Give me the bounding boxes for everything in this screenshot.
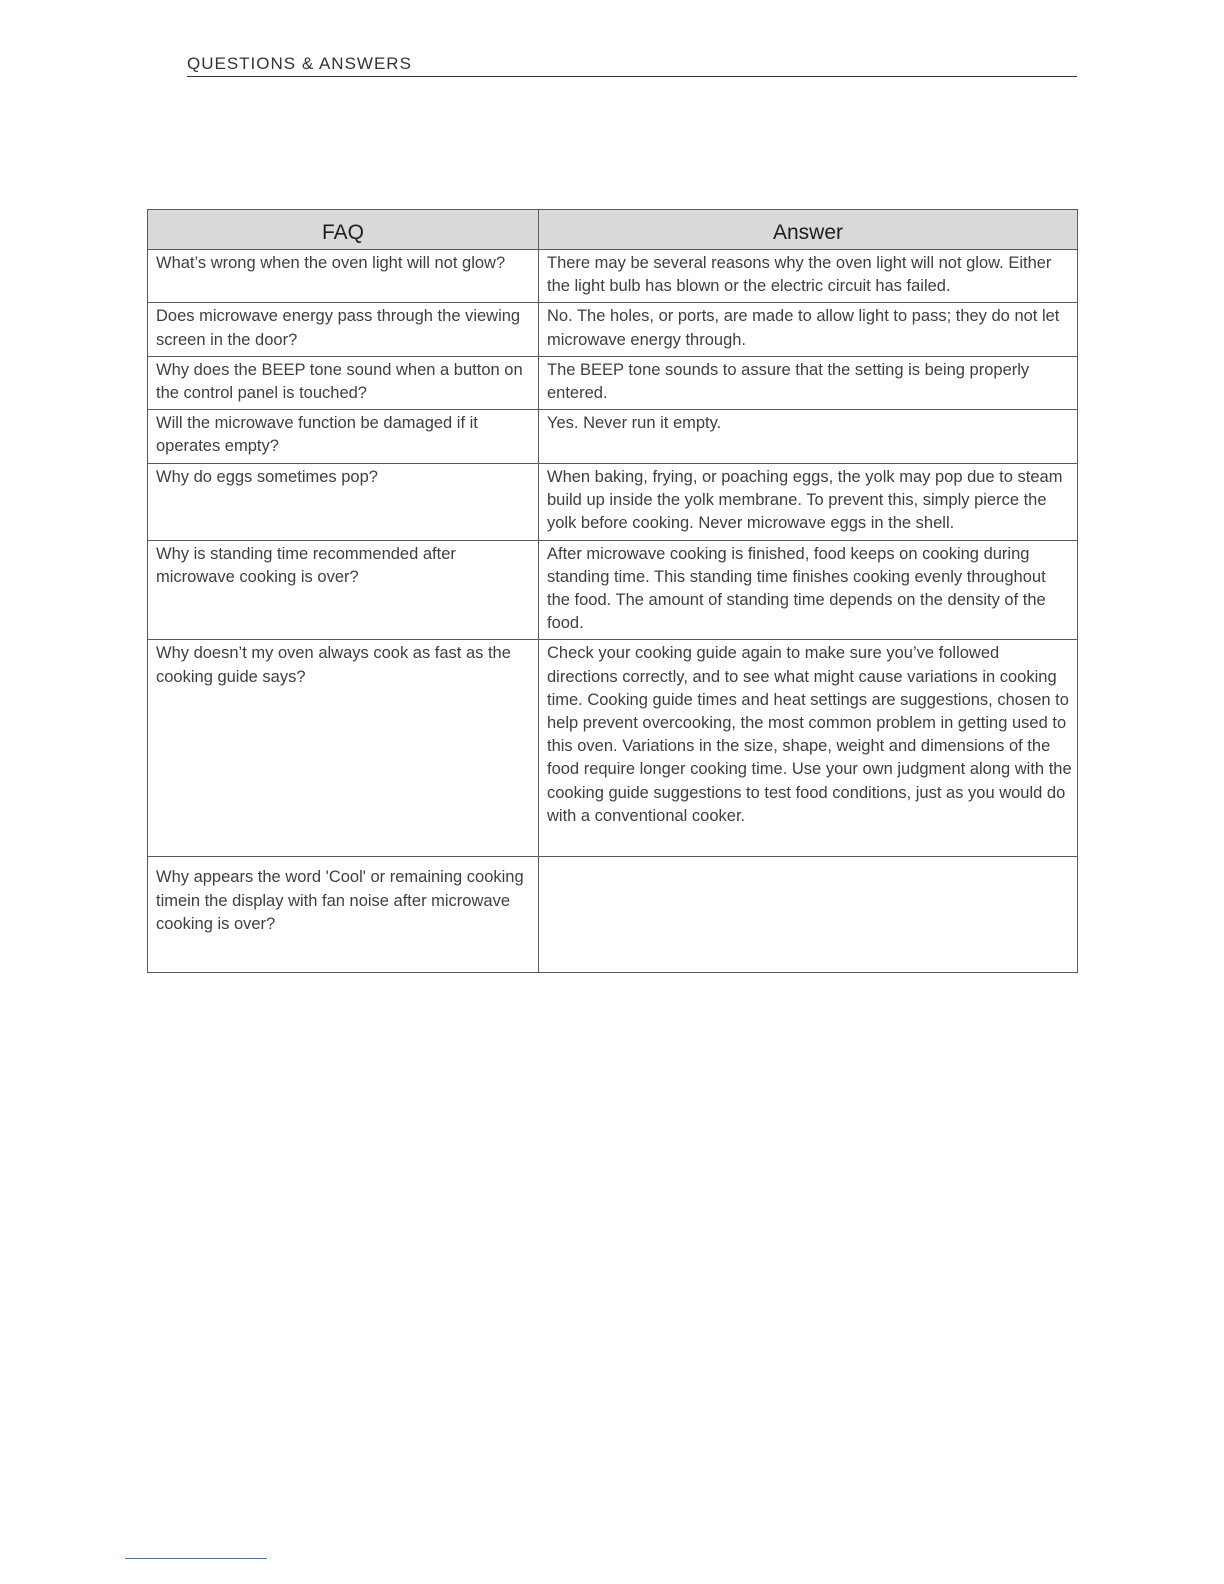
question-cell: Why do eggs sometimes pop?	[148, 463, 539, 540]
table-row	[148, 303, 1078, 356]
answer-cell: The BEEP tone sounds to assure that the setting is being properly entered.	[539, 356, 1078, 409]
answer-cell: When baking, frying, or poaching eggs, the yolk may pop due to steam build up inside the yolk membrane. To prevent this, simply pierce the yolk before cooking. Never microwave eggs in the shell.	[539, 463, 1078, 540]
table-row	[148, 356, 1078, 409]
answer-cell: After microwave cooking is finished, food keeps on cooking during standing time. This standing time finishes cooking evenly throughout the food. The amount of standing time depends on the density of the food.	[539, 540, 1078, 640]
page-title: QUESTIONS & ANSWERS	[187, 54, 412, 73]
footer-rule	[125, 1558, 267, 1559]
faq-table	[147, 209, 1078, 973]
question-cell: Why appears the word 'Cool' or remaining cooking timein the display with fan noise after microwave cooking is over?	[148, 857, 539, 973]
faq-column-header: FAQ	[148, 210, 539, 250]
table-row	[148, 250, 1078, 303]
table-row	[148, 857, 1078, 973]
answer-cell: Yes. Never run it empty.	[539, 410, 1078, 463]
question-cell: What’s wrong when the oven light will not glow?	[148, 250, 539, 303]
answer-cell	[539, 857, 1078, 973]
answer-cell: There may be several reasons why the oven light will not glow. Either the light bulb has blown or the electric circuit has failed.	[539, 250, 1078, 303]
table-row	[148, 410, 1078, 463]
page-header	[187, 54, 1077, 77]
question-cell: Why is standing time recommended after microwave cooking is over?	[148, 540, 539, 640]
question-cell: Why does the BEEP tone sound when a button on the control panel is touched?	[148, 356, 539, 409]
table-row	[148, 463, 1078, 540]
table-header-row	[148, 210, 1078, 250]
answer-cell: Check your cooking guide again to make sure you’ve followed directions correctly, and to see what might cause variations in cooking time. Cooking guide times and heat settings are suggestions, chosen to help prevent overcooking, the most common problem in getting used to this oven. Variations in the size, shape, weight and dimensions of the food require longer cooking time. Use your own judgment along with the cooking guide suggestions to test food conditions, just as you would do with a conventional cooker.	[539, 640, 1078, 857]
answer-cell: No. The holes, or ports, are made to allow light to pass; they do not let microwave energy through.	[539, 303, 1078, 356]
question-cell: Will the microwave function be damaged if it operates empty?	[148, 410, 539, 463]
table-row	[148, 540, 1078, 640]
table-row	[148, 640, 1078, 857]
question-cell: Why doesn’t my oven always cook as fast as the cooking guide says?	[148, 640, 539, 857]
question-cell: Does microwave energy pass through the viewing screen in the door?	[148, 303, 539, 356]
answer-column-header: Answer	[539, 210, 1078, 250]
